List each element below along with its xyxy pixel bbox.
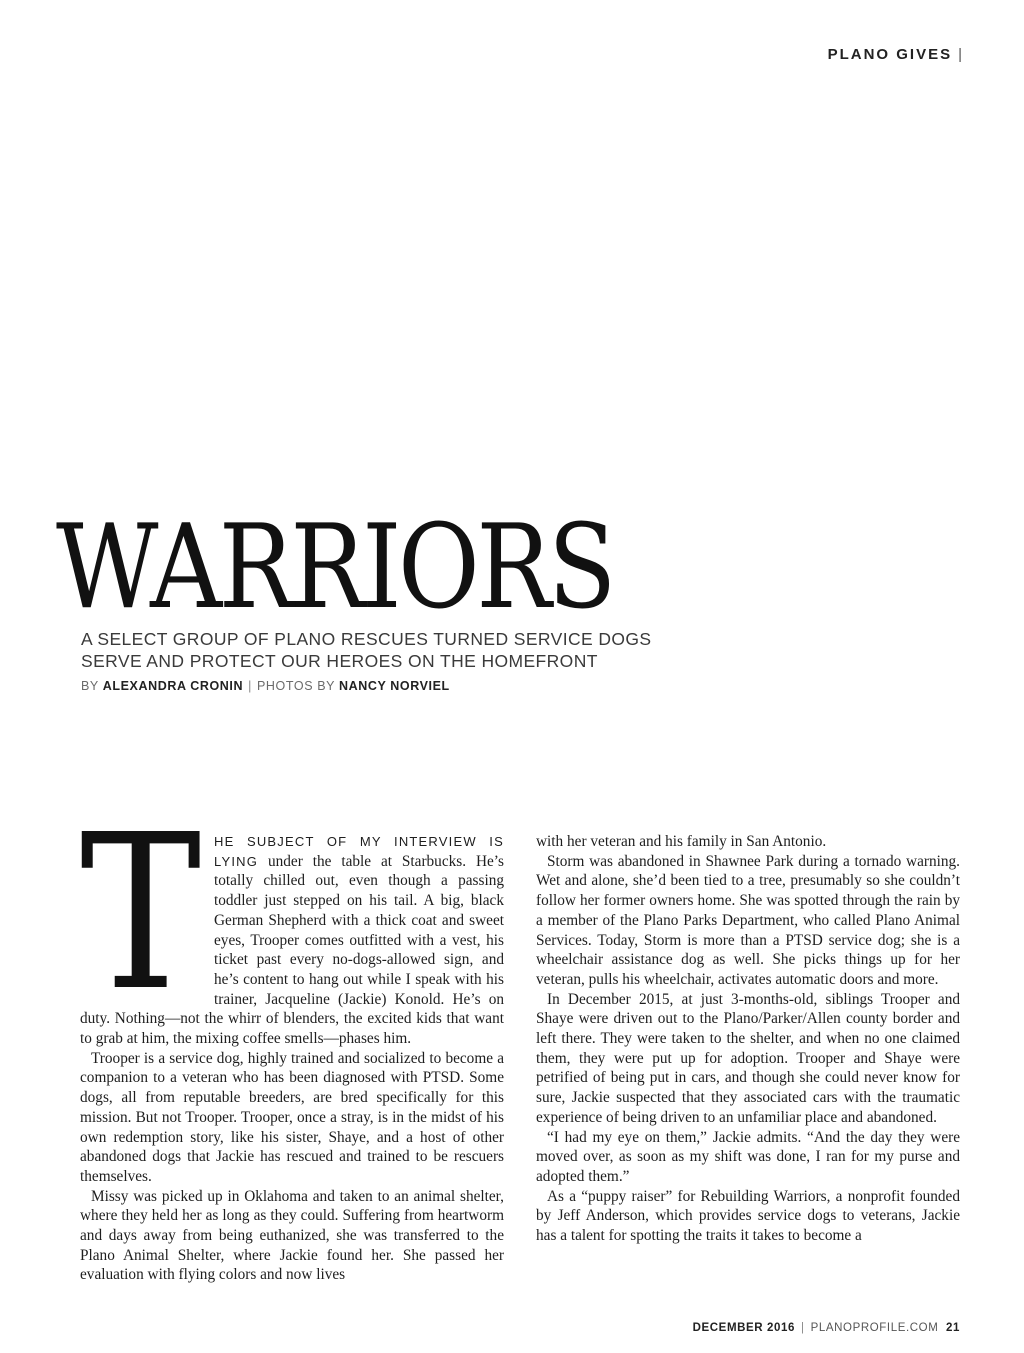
article-column-right: [536, 832, 960, 1246]
article-paragraph-1: [80, 789, 504, 1049]
byline-divider: |: [248, 679, 252, 693]
article-paragraph-6: “I had my eye on them,” Jackie admits. “And the day they were moved over, as soon as my shift was done, I ran for my purse and adopted them.”: [536, 1128, 960, 1185]
article-paragraph-2: Trooper is a service dog, highly trained and socialized to become a companion to a veteran who has been diagnosed with PTSD. Some dogs, all from reputable breeders, are bred specifically for this mission. But not Trooper. Trooper, once a stray, is in the midst of his own redemption story, like his sister, Shaye, and a host of other abandoned dogs that Jackie has rescued and trained to be rescuers themselves.: [80, 1049, 504, 1185]
dek-line-2: SERVE AND PROTECT OUR HEROES ON THE HOMEFRONT: [81, 651, 598, 671]
footer-site: PLANOPROFILE.COM: [810, 1322, 939, 1334]
section-name: PLANO GIVES: [827, 46, 953, 63]
byline-photos-label: PHOTOS BY: [256, 679, 335, 693]
lead-in: HE SUBJECT OF MY INTERVIEW IS LYING: [214, 834, 504, 869]
section-divider: |: [958, 46, 964, 63]
article-dek: [81, 628, 652, 672]
byline-photographer: NANCY NORVIEL: [338, 679, 450, 693]
byline: [81, 679, 450, 693]
article-paragraph-7: As a “puppy raiser” for Rebuilding Warriors, a nonprofit founded by Jeff Anderson, which provides service dogs to veterans, Jackie has a talent for spotting the traits it takes to become a: [536, 1187, 960, 1245]
page-number: 21: [946, 1322, 960, 1334]
byline-by-label: BY: [81, 679, 99, 693]
section-tag: [828, 46, 964, 63]
footer-issue: DECEMBER 2016: [692, 1322, 795, 1334]
paragraph-1-text: under the table at Starbucks. He’s totally chilled out, even though a passing toddler just stepped on his tail. A big, black German Shepherd with a thick coat and sweet eyes, Trooper comes outfitted with a vest, his ticket past every no-dogs-allowed sign, and he’s content to hang out while I speak with his trainer, Jacqueline (Jackie) Konold. He’s on duty. Nothing—not the whirr of blenders, the excited kids that want to grab at him, the mixing coffee smells—phases him.: [80, 852, 504, 1048]
footer-divider: |: [800, 1322, 805, 1334]
article-paragraph-3: Missy was picked up in Oklahoma and taken to an animal shelter, where they held her as long as they could. Suffering from heartworm and days away from being euthanized, she was transferred to the Plano Animal Shelter, where Jackie found her. She passed her evaluation with flying colors and now lives: [80, 1187, 504, 1284]
dek-line-1: A SELECT GROUP OF PLANO RESCUES TURNED SERVICE DOGS: [81, 629, 652, 649]
article-paragraph-3-continued: with her veteran and his family in San Antonio.: [536, 833, 827, 850]
article-paragraph-4: Storm was abandoned in Shawnee Park during a tornado warning. Wet and alone, she’d been tied to a tree, presumably so she couldn’t follow her former owners home. She was spotted through the rain by a member of the Plano Parks Department, who called Plano Animal Services. Today, Storm is more than a PTSD service dog; she is a wheelchair assistance dog as well. She picks things up for her veteran, pulls his wheelchair, activates automatic doors and more.: [536, 852, 960, 988]
article-paragraph-5: In December 2015, at just 3-months-old, siblings Trooper and Shaye were driven out to the Plano/Parker/Allen county border and left there. They were taken to the shelter, and when no one claimed them, they were put up for adoption. Trooper and Shaye were petrified of being put in cars, and though she could never know for sure, Jackie suspected that they associated cars with the traumatic experience of being driven to an unfamiliar place and abandoned.: [536, 990, 960, 1126]
drop-cap: T: [80, 789, 202, 1038]
article-headline: WARRIORS: [56, 500, 613, 635]
article-column-left: [80, 789, 504, 1285]
page-footer: [693, 1322, 960, 1334]
byline-author: ALEXANDRA CRONIN: [102, 679, 244, 693]
